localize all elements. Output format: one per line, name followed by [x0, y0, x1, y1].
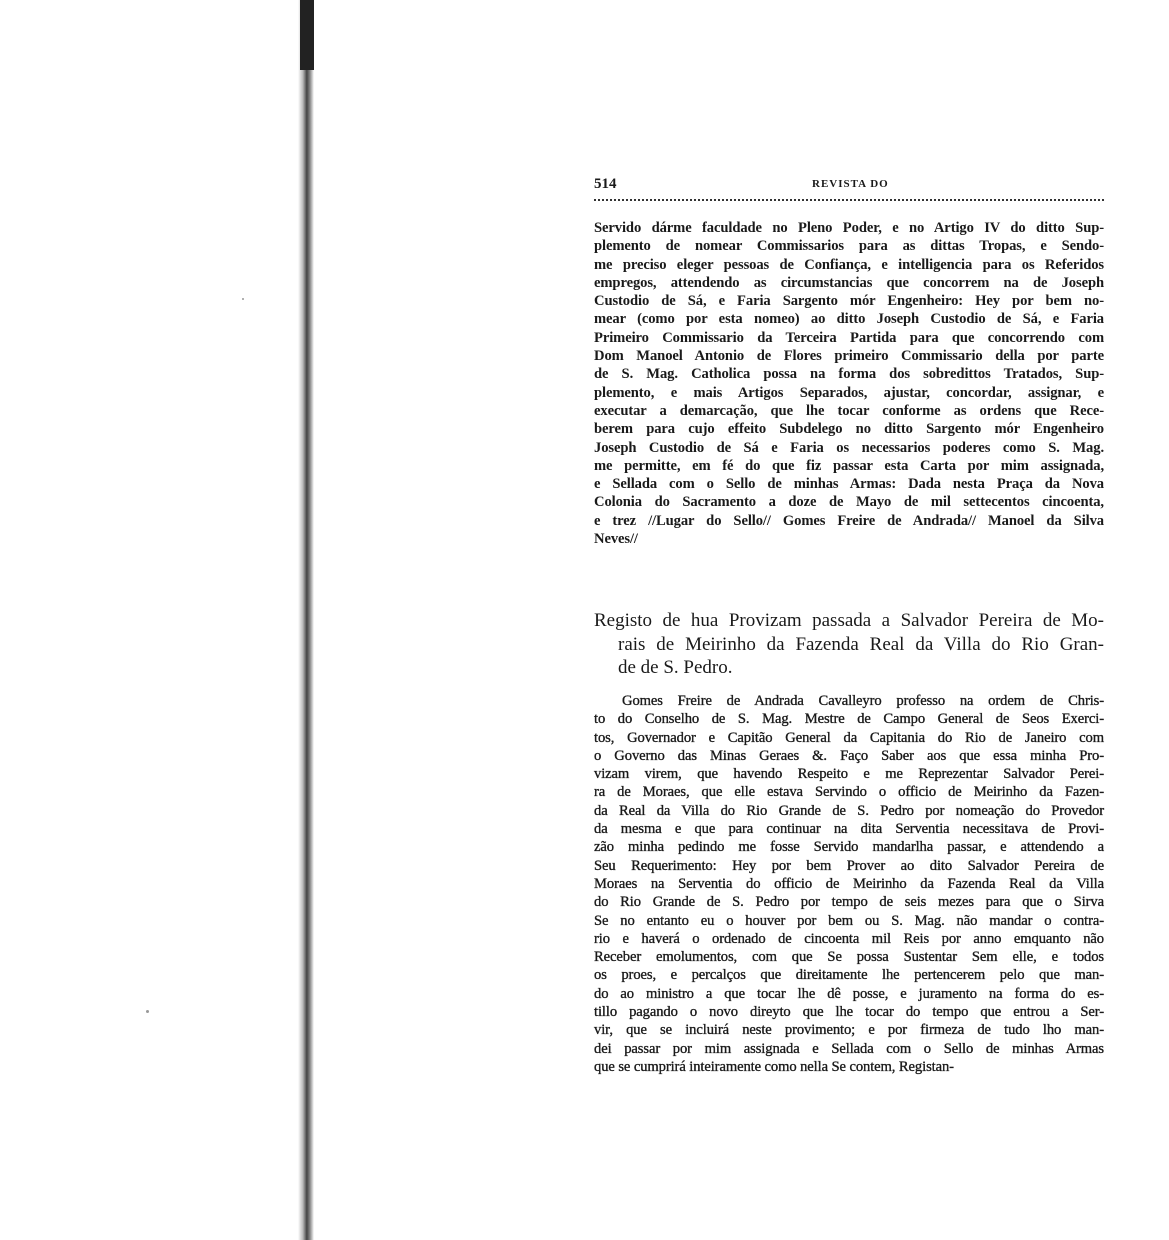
- text-line: Receber emolumentos, com que Se possa Sustentar Sem elle, e todos: [594, 949, 1104, 966]
- text-line: Se no entanto eu o houver por bem ou S. Mag. não mandar o contra-: [594, 912, 1104, 929]
- text-line: de S. Mag. Catholica possa na forma dos sobredittos Tratados, Sup-: [594, 366, 1104, 383]
- text-line: dei passar por mim assignada e Sellada com o Sello de minhas Armas: [594, 1040, 1104, 1057]
- text-line: berem para cujo effeito Subdelego no ditto Sargento mór Engenheiro: [594, 421, 1104, 438]
- text-line: executar a demarcação, que lhe tocar conforme as ordens que Rece-: [594, 402, 1104, 419]
- text-line: mear (como por esta nomeo) ao ditto Joseph Custodio de Sá, e Faria: [594, 311, 1104, 328]
- text-line: rio e haverá o ordenado de cincoenta mil Reis por anno emquanto não: [594, 930, 1104, 947]
- paragraph-provizam: [594, 692, 1104, 1076]
- text-line: Moraes na Serventia do officio de Meirinho da Fazenda Real da Villa: [594, 875, 1104, 892]
- text-line: Gomes Freire de Andrada Cavalleyro professo na ordem de Chris-: [622, 693, 1104, 709]
- text-line: Dom Manoel Antonio de Flores primeiro Commissario della por parte: [594, 348, 1104, 365]
- text-line: tillo pagando o novo direyto que lhe tocar do tempo que entrou a Ser-: [594, 1004, 1104, 1021]
- running-header: [594, 176, 1104, 196]
- text-line: ra de Moraes, que elle estava Servindo o officio de Meirinho da Fazen-: [594, 784, 1104, 801]
- section-title: [594, 609, 1104, 680]
- running-title: REVISTA DO: [812, 178, 889, 190]
- text-line: da Real da Villa do Rio Grande de S. Pedro por nomeação do Provedor: [594, 802, 1104, 819]
- text-line: vir, que se incluirá neste provimento; e por firmeza de tudo lho man-: [594, 1022, 1104, 1039]
- scan-speck: [146, 1010, 149, 1013]
- text-line: Neves//: [594, 531, 638, 548]
- text-line: Servido dárme faculdade no Pleno Poder, e no Artigo IV do ditto Sup-: [594, 220, 1104, 236]
- text-line: plemento de nomear Commissarios para as dittas Tropas, e Sendo-: [594, 238, 1104, 255]
- text-line: vizam virem, que havendo Respeito e me Reprezentar Salvador Perei-: [594, 766, 1104, 783]
- text-line: rais de Meirinho da Fazenda Real da Villa do Rio Gran-: [618, 633, 1104, 655]
- page-number: 514: [594, 176, 617, 192]
- text-line: que se cumprirá inteiramente como nella Se contem, Registan-: [594, 1058, 954, 1075]
- text-line: de de S. Pedro.: [618, 657, 733, 678]
- text-line: zão minha pedindo me fosse Servido mandarlha passar, e attendendo a: [594, 839, 1104, 856]
- text-line: empregos, attendendo as circumstancias que concorrem na de Joseph: [594, 274, 1104, 291]
- text-line: e trez //Lugar do Sello// Gomes Freire de Andrada// Manoel da Silva: [594, 512, 1104, 529]
- scan-speck: [242, 298, 244, 300]
- text-line: do Rio Grande de S. Pedro por tempo de seis mezes para que o Sirva: [594, 894, 1104, 911]
- text-line: da mesma e que para continuar na dita Serventia necessitava de Provi-: [594, 821, 1104, 838]
- paragraph-commission-letter: [594, 219, 1104, 548]
- text-line: o Governo das Minas Geraes &. Faço Saber aos que essa minha Pro-: [594, 747, 1104, 764]
- text-line: Colonia do Sacramento a doze de Mayo de mil settecentos cincoenta,: [594, 494, 1104, 511]
- text-line: me preciso eleger pessoas de Confiança, e intelligencia para os Referidos: [594, 256, 1104, 273]
- text-line: me permitte, em fé do que fiz passar esta Carta por mim assignada,: [594, 457, 1104, 474]
- text-line: Registo de hua Provizam passada a Salvador Pereira de Mo-: [594, 610, 1104, 631]
- text-line: tos, Governador e Capitão General da Capitania do Rio de Janeiro com: [594, 729, 1104, 746]
- header-rule: [594, 199, 1104, 201]
- text-line: os proes, e percalços que direitamente lhe pertencerem pelo que man-: [594, 967, 1104, 984]
- text-line: e Sellada com o Sello de minhas Armas: Dada nesta Praça da Nova: [594, 476, 1104, 493]
- text-line: Seu Requerimento: Hey por bem Prover ao dito Salvador Pereira de: [594, 857, 1104, 874]
- text-line: to do Conselho de S. Mag. Mestre de Campo General de Seos Exerci-: [594, 711, 1104, 728]
- book-gutter-edge: [300, 0, 314, 70]
- text-line: Joseph Custodio de Sá e Faria os necessarios poderes como S. Mag.: [594, 439, 1104, 456]
- text-line: Primeiro Commissario da Terceira Partida para que concorrendo com: [594, 329, 1104, 346]
- text-line: plemento, e mais Artigos Separados, ajustar, concordar, assignar, e: [594, 384, 1104, 401]
- text-line: do ao ministro a que tocar lhe dê posse, e juramento na forma do es-: [594, 985, 1104, 1002]
- text-line: Custodio de Sá, e Faria Sargento mór Engenheiro: Hey por bem no-: [594, 293, 1104, 310]
- book-gutter-shadow: [298, 0, 314, 1240]
